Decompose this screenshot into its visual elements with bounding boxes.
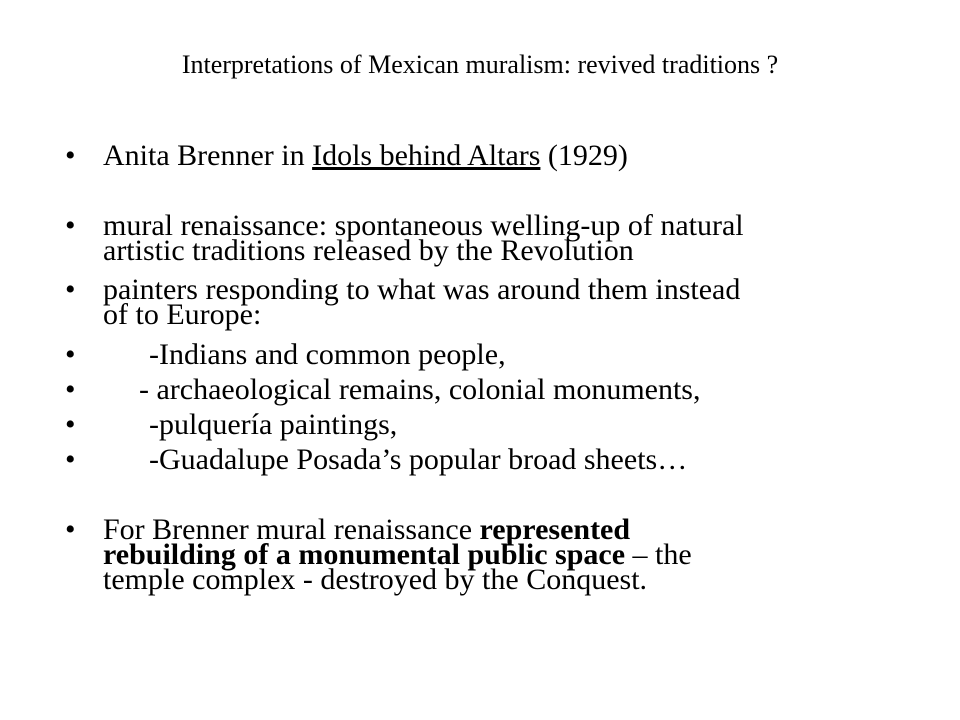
- bullet-text: -pulquería paintings,: [149, 408, 398, 441]
- bullet-line: of to Europe:: [103, 298, 262, 331]
- bullet-text: -Indians and common people,: [149, 338, 506, 371]
- bullet-icon: •: [65, 443, 76, 476]
- bullet-line: artistic traditions released by the Revolution: [103, 234, 634, 267]
- bullet-icon: •: [65, 373, 76, 406]
- bullet-text: [103, 513, 905, 596]
- bullet-item-temple-complex: [65, 513, 905, 596]
- bullet-icon: •: [65, 408, 76, 441]
- bullet-line: painters responding to what was around them instead: [103, 273, 741, 306]
- bullet-text: [103, 209, 905, 267]
- bullet-icon: •: [65, 209, 76, 242]
- bullet-text: [103, 139, 905, 172]
- bullet-item-indians: [65, 338, 905, 371]
- bold-phrase: represented: [479, 513, 631, 546]
- bullet-item-brenner-book: [65, 139, 905, 172]
- bullet-icon: •: [65, 513, 76, 546]
- bullet-text: [103, 273, 905, 331]
- bullet-text: - archaeological remains, colonial monuments,: [139, 373, 701, 406]
- bullet-icon: •: [65, 338, 76, 371]
- bullet-icon: •: [65, 139, 76, 172]
- bullet-item-pulqueria: [65, 408, 905, 441]
- bullet-prefix: Anita Brenner in: [103, 139, 313, 172]
- bullet-line: temple complex - destroyed by the Conquest.: [103, 563, 648, 596]
- bullet-suffix: (1929): [540, 139, 628, 172]
- bullet-item-mural-renaissance: [65, 209, 905, 267]
- bullet-text: -Guadalupe Posada’s popular broad sheets…: [149, 443, 688, 476]
- bullet-line: mural renaissance: spontaneous welling-up of natural: [103, 209, 744, 242]
- bullet-item-painters: [65, 273, 905, 331]
- slide-title: Interpretations of Mexican muralism: revived traditions ?: [181, 50, 779, 79]
- book-title: Idols behind Altars: [312, 139, 541, 172]
- bullet-rest: – the: [625, 538, 692, 571]
- bullet-prefix: For Brenner mural renaissance: [103, 513, 480, 546]
- bullet-icon: •: [65, 273, 76, 306]
- bullet-item-posada: [65, 443, 905, 476]
- bullet-item-archaeological: [65, 373, 905, 406]
- bold-phrase: rebuilding of a monumental public space: [103, 538, 626, 571]
